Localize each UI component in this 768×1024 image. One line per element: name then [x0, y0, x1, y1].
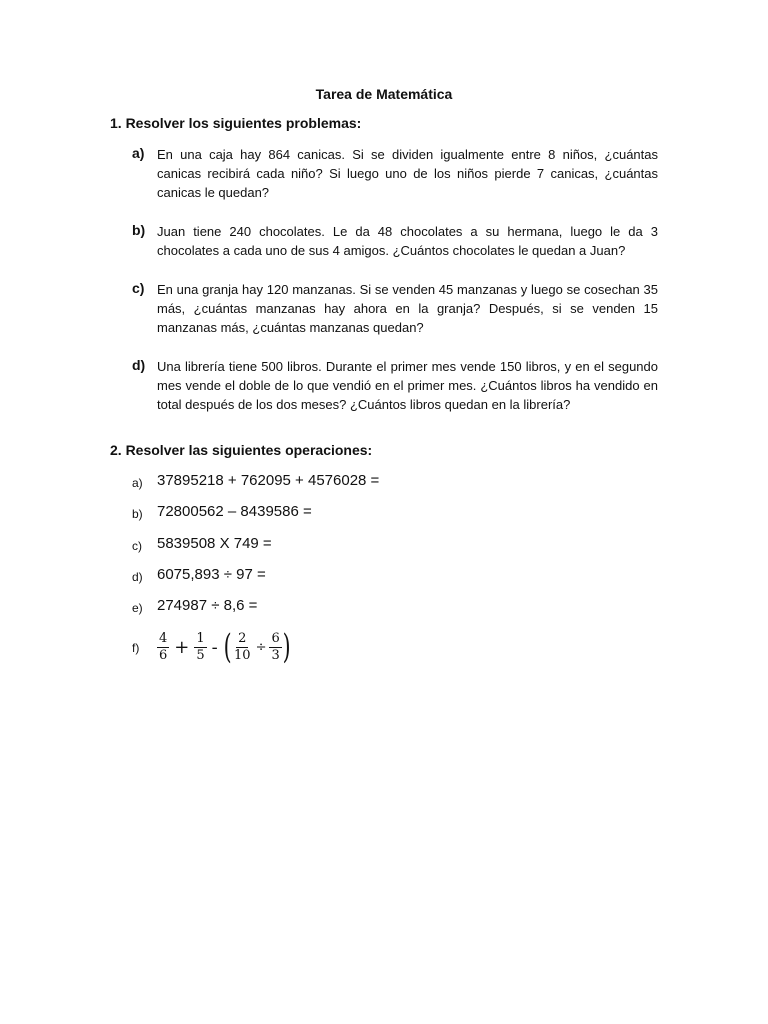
- operation-a: [110, 472, 658, 498]
- operation-letter: b): [132, 507, 143, 521]
- problem-d: [110, 357, 658, 414]
- section-1-heading: 1. Resolver los siguientes problemas:: [110, 115, 362, 131]
- fraction-denominator: 5: [196, 647, 205, 663]
- problem-b: [110, 222, 658, 260]
- operation-c: [110, 535, 658, 561]
- operation-letter: a): [132, 476, 143, 490]
- problem-text: Una librería tiene 500 libros. Durante el primer mes vende 150 libros, y en el segundo mes vende el doble de lo que vendió en el primer mes. ¿Cuántos libros ha vendido en total después de los dos meses? ¿Cuántos libros quedan en la librería?: [157, 359, 658, 412]
- minus-operator: -: [211, 636, 218, 658]
- fraction-numerator: 6: [271, 630, 280, 646]
- plus-operator: +: [174, 636, 190, 658]
- problem-text: Juan tiene 240 chocolates. Le da 48 chocolates a su hermana, luego le da 3 chocolates a cada uno de sus 4 amigos. ¿Cuántos chocolates le quedan a Juan?: [157, 224, 658, 258]
- operation-expression: 72800562 – 8439586 =: [157, 503, 312, 520]
- operation-f: [110, 627, 658, 669]
- fraction-numerator: 1: [196, 630, 205, 646]
- problem-a: [110, 145, 658, 202]
- operation-letter: c): [132, 539, 142, 553]
- fraction-1: [157, 632, 169, 663]
- fraction-expression: [157, 627, 291, 667]
- left-parenthesis: (: [223, 627, 232, 667]
- fraction-denominator: 10: [234, 647, 251, 663]
- section-2-heading: 2. Resolver las siguientes operaciones:: [110, 442, 373, 458]
- problem-text: En una caja hay 864 canicas. Si se dividen igualmente entre 8 niños, ¿cuántas canicas recibirá cada niño? Si luego uno de los niños pierde 7 canicas, ¿cuántas canicas le quedan?: [157, 147, 658, 200]
- right-parenthesis: ): [282, 627, 291, 667]
- document-title: Tarea de Matemática: [315, 86, 453, 102]
- fraction-3: [232, 632, 253, 663]
- division-operator: ÷: [255, 639, 267, 655]
- operation-expression: 37895218 + 762095 + 4576028 =: [157, 472, 380, 489]
- fraction-numerator: 2: [238, 630, 247, 646]
- problem-letter: a): [132, 145, 145, 161]
- fraction-denominator: 6: [159, 647, 168, 663]
- fraction-4: [269, 632, 281, 663]
- operation-e: [110, 597, 658, 623]
- operation-letter: d): [132, 570, 143, 584]
- operation-expression: 6075,893 ÷ 97 =: [157, 566, 266, 583]
- operation-b: [110, 503, 658, 529]
- fraction-2: [194, 632, 206, 663]
- problem-text: En una granja hay 120 manzanas. Si se venden 45 manzanas y luego se cosechan 35 más, ¿cuántas manzanas hay ahora en la granja? Después, si se venden 15 manzanas más, ¿cuántas manzanas quedan?: [157, 282, 658, 335]
- problem-letter: b): [132, 222, 146, 238]
- operation-letter: f): [132, 641, 140, 655]
- problem-letter: d): [132, 357, 146, 373]
- operation-expression: 274987 ÷ 8,6 =: [157, 597, 258, 614]
- operation-d: [110, 566, 658, 592]
- fraction-denominator: 3: [271, 647, 280, 663]
- fraction-numerator: 4: [159, 630, 168, 646]
- problem-c: [110, 280, 658, 337]
- operation-expression: 5839508 X 749 =: [157, 535, 272, 552]
- operation-letter: e): [132, 601, 143, 615]
- problem-letter: c): [132, 280, 145, 296]
